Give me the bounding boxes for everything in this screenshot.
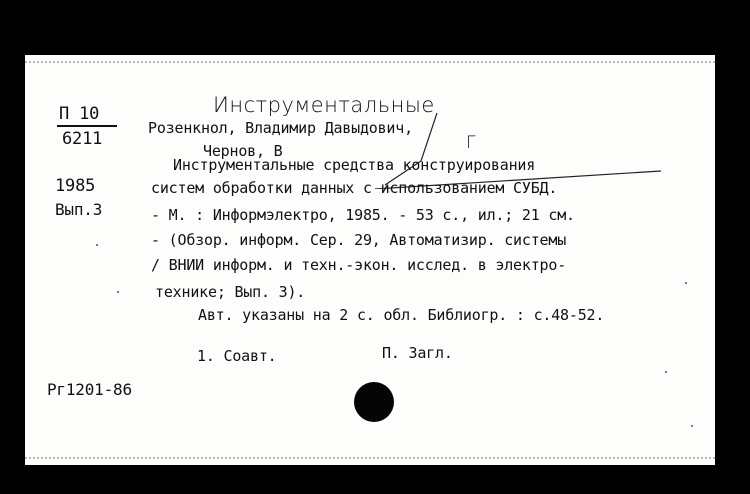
imprint-line: - М. : Информэлектро, 1985. - 53 с., ил.; 21 см.	[151, 206, 575, 224]
series-end: технике; Вып. 3).	[155, 283, 306, 301]
note-line: Авт. указаны на 2 с. обл. Библиогр. : с.48-52.	[198, 306, 605, 324]
series-line: - (Обзор. информ. Сер. 29, Автоматизир. системы	[151, 231, 567, 249]
punch-hole	[354, 382, 394, 422]
handwritten-title: Инструментальные	[213, 93, 435, 117]
call-number-divider	[57, 125, 117, 127]
speck	[665, 371, 667, 373]
speck	[691, 425, 693, 427]
tracing-title: П. Загл.	[382, 344, 453, 362]
inventory-number: Рг1201-86	[47, 380, 132, 399]
year: 1985	[55, 176, 96, 196]
title-continuation: систем обработки данных с использованием СУБД.	[151, 179, 558, 197]
class-number: П 10	[59, 104, 100, 124]
issue-number: Вып.3	[55, 200, 103, 219]
handwritten-strokes	[365, 99, 675, 189]
speck	[96, 244, 98, 246]
series-continuation: / ВНИИ информ. и техн.-экон. исслед. в электро-	[151, 256, 567, 274]
title-line: Инструментальные средства конструирования	[173, 156, 536, 174]
top-edge-dots	[25, 61, 715, 65]
handwritten-letter: Г	[466, 133, 476, 153]
bottom-edge-dots	[25, 457, 715, 461]
speck	[685, 282, 687, 284]
tracing-coauthor: 1. Соавт.	[197, 347, 277, 365]
speck	[117, 291, 119, 293]
coauthor: Чернов, В	[203, 142, 283, 160]
author-mark: 6211	[62, 129, 103, 149]
catalog-card	[25, 55, 715, 465]
main-author: Розенкнол, Владимир Давыдович,	[148, 119, 413, 137]
